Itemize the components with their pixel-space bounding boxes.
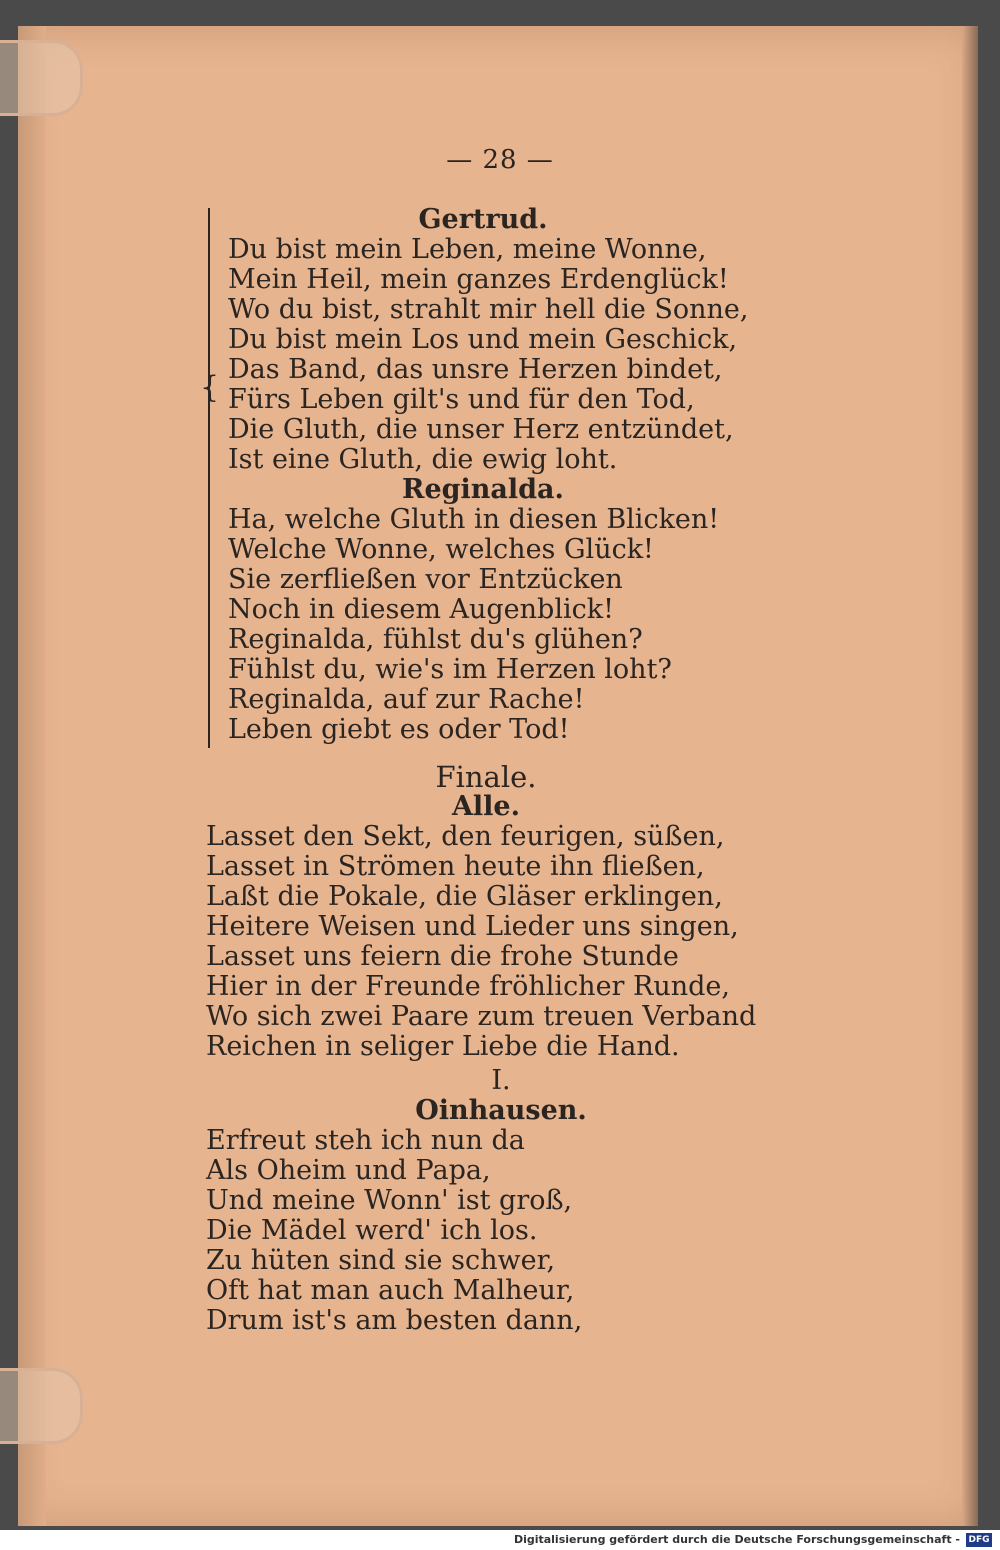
page-gutter	[18, 26, 46, 1526]
verse-line: Lasset uns feiern die frohe Stunde	[206, 941, 679, 972]
verse-line: Ha, welche Gluth in diesen Blicken!	[228, 504, 720, 535]
speaker-alle: Alle.	[451, 791, 521, 822]
page-number: — 28 —	[446, 145, 554, 175]
verse-line: Das Band, das unsre Herzen bindet,	[228, 354, 723, 385]
verse-line: Ist eine Gluth, die ewig loht.	[228, 444, 618, 475]
page-tab-top	[0, 40, 83, 116]
speaker-reginalda: Reginalda.	[402, 474, 564, 505]
verse-line: Wo du bist, strahlt mir hell die Sonne,	[228, 294, 749, 325]
duet-section	[228, 204, 749, 745]
dfg-logo: DFG	[966, 1533, 992, 1547]
verse-line: Mein Heil, mein ganzes Erdenglück!	[228, 264, 729, 295]
verse-line: Reichen in seliger Liebe die Hand.	[206, 1031, 680, 1062]
speaker-oinhausen: Oinhausen.	[415, 1095, 587, 1126]
part-numeral: I.	[491, 1065, 511, 1096]
verse-line: Heitere Weisen und Lieder uns singen,	[206, 911, 739, 942]
verse-line: Und meine Wonn' ist groß,	[206, 1185, 573, 1216]
speaker-gertrud: Gertrud.	[418, 204, 548, 235]
verse-line: Fürs Leben gilt's und für den Tod,	[228, 384, 695, 415]
verse-line: Lasset in Strömen heute ihn fließen,	[206, 851, 705, 882]
verse-line: Erfreut steh ich nun da	[206, 1125, 525, 1156]
verse-line: Reginalda, fühlst du's glühen?	[228, 624, 643, 655]
verse-line: Laßt die Pokale, die Gläser erklingen,	[206, 881, 723, 912]
verse-line: Du bist mein Leben, meine Wonne,	[228, 234, 707, 265]
page-right-edge	[962, 26, 978, 1526]
verse-line: Die Mädel werd' ich los.	[206, 1215, 538, 1246]
verse-line: Du bist mein Los und mein Geschick,	[228, 324, 738, 355]
finale-title: Finale.	[435, 760, 537, 794]
verse-line: Hier in der Freunde fröhlicher Runde,	[206, 971, 730, 1002]
part-one-section	[206, 1066, 796, 1336]
page-tab-bottom	[0, 1368, 83, 1444]
verse-line: Lasset den Sekt, den feurigen, süßen,	[206, 821, 725, 852]
verse-line: Sie zerfließen vor Entzücken	[228, 564, 623, 595]
verse-line: Zu hüten sind sie schwer,	[206, 1245, 556, 1276]
verse-line: Als Oheim und Papa,	[206, 1155, 491, 1186]
finale-section	[206, 762, 766, 1062]
brace-nub: {	[200, 370, 220, 405]
verse-line: Reginalda, auf zur Rache!	[228, 684, 585, 715]
verse-line: Leben giebt es oder Tod!	[228, 714, 570, 745]
verse-line: Die Gluth, die unser Herz entzündet,	[228, 414, 734, 445]
verse-line: Fühlst du, wie's im Herzen loht?	[228, 654, 672, 685]
verse-line: Wo sich zwei Paare zum treuen Verband	[206, 1001, 757, 1032]
verse-line: Drum ist's am besten dann,	[206, 1305, 583, 1336]
verse-line: Oft hat man auch Malheur,	[206, 1275, 575, 1306]
footer-credit: Digitalisierung gefördert durch die Deutsche Forschungsgemeinschaft -	[513, 1533, 960, 1546]
verse-line: Noch in diesem Augenblick!	[228, 594, 614, 625]
dialogue-brace	[208, 208, 224, 748]
verse-line: Welche Wonne, welches Glück!	[228, 534, 654, 565]
